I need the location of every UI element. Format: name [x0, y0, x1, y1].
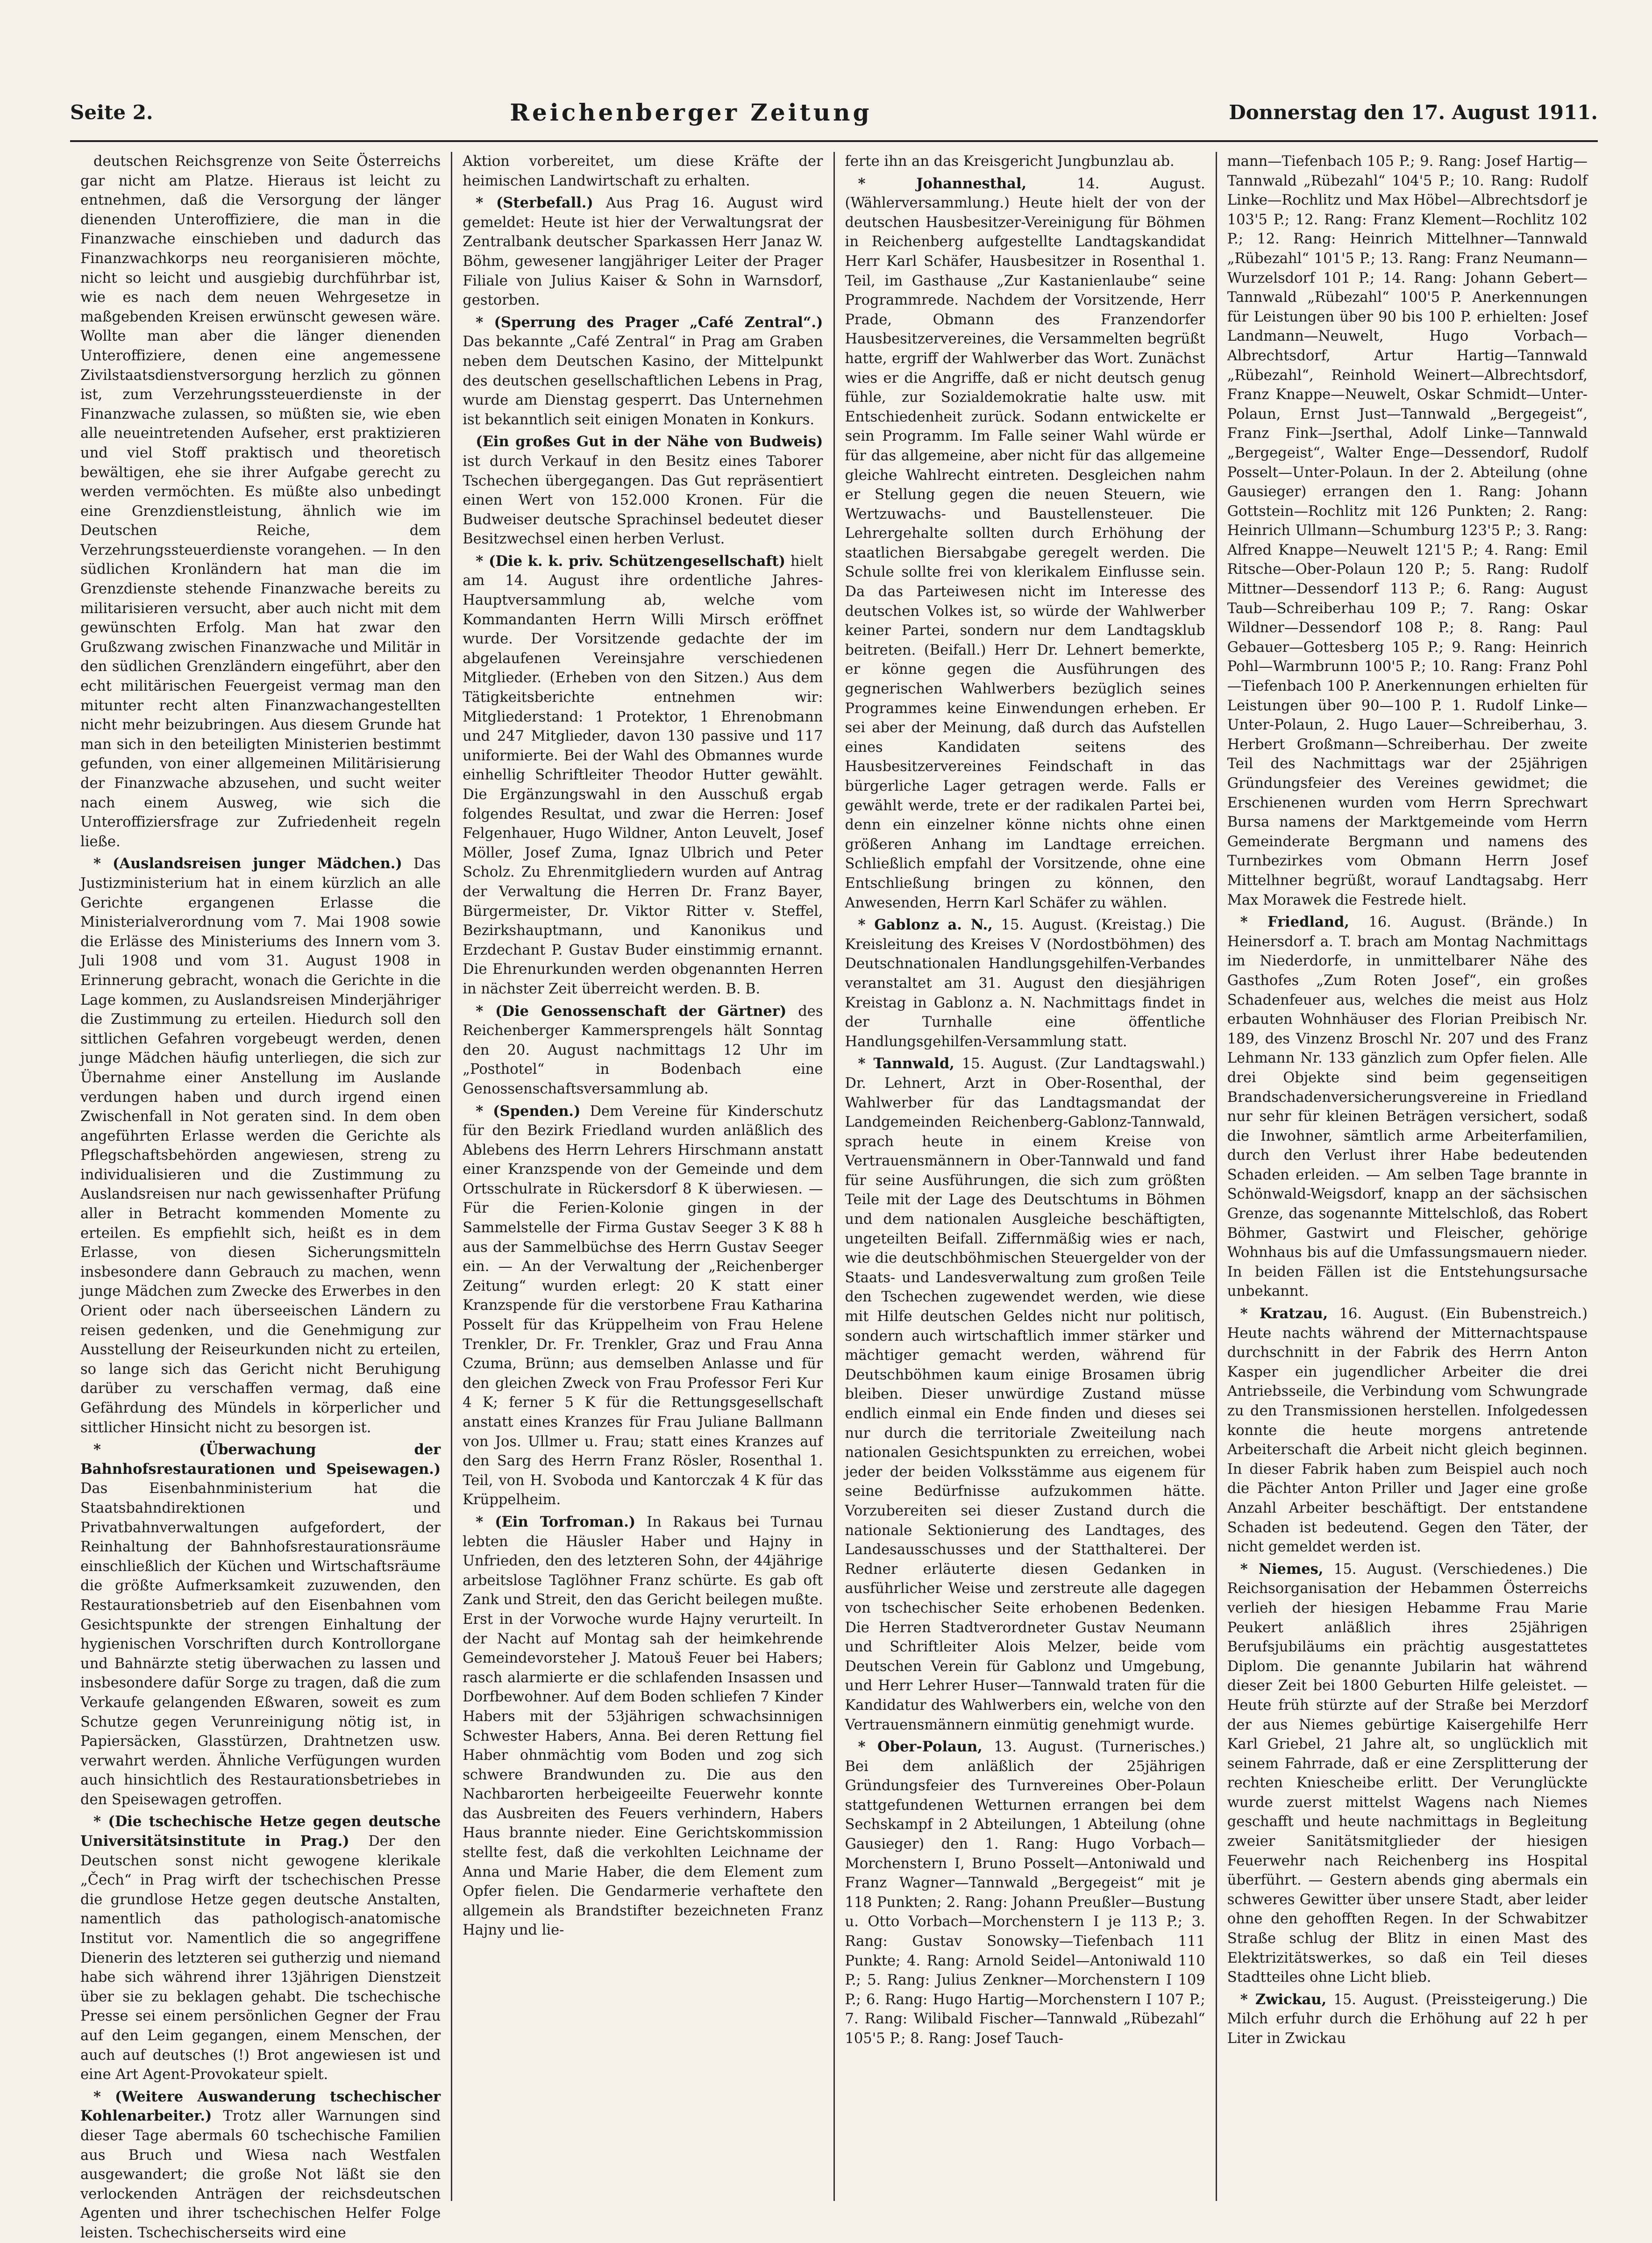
newspaper-page	[70, 70, 1598, 2241]
page-label: Seite 2.	[70, 100, 153, 124]
article-heading: * (Die Genossenschaft der Gärtner)	[476, 1002, 787, 1020]
article-text: Das Eisenbahnministerium hat die Staatsbahndirektionen und Privatbahnverwaltungen aufgefordert, der Reinhaltung der Bahnhofsrestaurationsräume einschließlich der Küchen und Wirtschaftsräume die größte Aufmerksamkeit zuzuwenden, den Restaurationsbetrieb auf den Eisenbahnen vom Gesichtspunkte der strengen Einhaltung der hygienischen Vorschriften durch Kontrollorgane und Bahnärzte stetig überwachen zu lassen und insbesondere dafür Sorge zu tragen, daß die zum Verkaufe gelangenden Eßwaren, soweit es zum Schutze gegen Verunreinigung nötig ist, in Papiersäcken, Glasstürzen, Drahtnetzen usw. verwahrt werden. Ähnliche Verfügungen wurden auch hinsichtlich des Restaurationsbetriebes in den Speisewagen getroffen.	[80, 1480, 441, 1808]
article-paragraph	[463, 1102, 823, 1510]
article-text: 15. August. (Preissteigerung.) Die Milch erfuhr durch die Erhöhung auf 22 h per Liter in Zwickau	[1227, 1991, 1588, 2047]
article-heading: * Kratzau,	[1240, 1305, 1328, 1322]
article-text: mann—Tiefenbach 105 P.; 9. Rang: Josef Hartig—Tannwald „Rübezahl“ 104'5 P.; 10. Rang: Rudolf Linke—Rochlitz und Max Höbel—Albrechtsdorf je 103'5 P.; 12. Rang: Franz Klement—Rochlitz 102 P.; 12. Rang: Heinrich Mittelhner—Tannwald „Rübezahl“ 101'5 P.; 13. Rang: Franz Neumann—Wurzelsdorf 101 P.; 14. Rang: Johann Gebert—Tannwald „Rübezahl“ 100'5 P. Anerkennungen für Leistungen über 90 bis 100 P. erhielten: Josef Landmann—Neuwelt, Hugo Vorbach—Albrechtsdorf, Artur Hartig—Tannwald „Rübezahl“, Reinhold Weinert—Albrechtsdorf, Franz Knappe—Neuwelt, Oskar Schmidt—Unter-Polaun, Ernst Just—Tannwald „Bergegeist“, Franz Fink—Jserthal, Adolf Linke—Tannwald „Bergegeist“, Walter Enge—Dessendorf, Rudolf Posselt—Unter-Polaun. In der 2. Abteilung (ohne Gausieger) errangen den 1. Rang: Johann Gottstein—Rochlitz mit 126 Punkten; 2. Rang: Heinrich Ullmann—Schumburg 123'5 P.; 3. Rang: Alfred Knappe—Neuwelt 121'5 P.; 4. Rang: Emil Ritsche—Ober-Polaun 120 P.; 5. Rang: Rudolf Mittner—Dessendorf 113 P.; 6. Rang: August Taub—Schreiberhau 109 P.; 7. Rang: Oskar Wildner—Dessendorf 108 P.; 8. Rang: Paul Gebauer—Gottesberg 105 P.; 9. Rang: Heinrich Pohl—Warmbrunn 100'5 P.; 10. Rang: Franz Pohl—Tiefenbach 100 P. Anerkennungen erhielten für Leistungen über 90—100 P. 1. Rudolf Linke—Unter-Polaun, 2. Hugo Lauer—Schreiberhau, 3. Herbert Großmann—Schreiberhau. Der zweite Teil des Nachmittags war der 25jährigen Gründungsfeier des Vereines gewidmet; die Erschienenen wurden vom Herrn Sprechwart Bursa namens der Marktgemeinde vom Herrn Gemeinderate Bergmann und namens des Turnbezirkes vom Obmann Herrn Josef Mittelhner begrüßt, worauf Landtagsabg. Herr Max Morawek die Festrede hielt.	[1227, 153, 1588, 908]
issue-date: Donnerstag den 17. August 1911.	[1229, 100, 1598, 124]
article-paragraph	[463, 1513, 823, 1940]
article-columns	[70, 152, 1598, 2241]
article-text: In Rakaus bei Turnau lebten die Häusler Haber und Hajny in Unfrieden, den des letzteren Sohn, der 44jährige arbeitslose Taglöhner Franz schürte. Es gab oft Zank und Streit, den das Gericht beilegen mußte. Erst in der Vorwoche wurde Hajny verurteilt. In der Nacht auf Montag sah der heimkehrende Gemeindevorsteher J. Matouš Feuer bei Habers; rasch alarmierte er die schlafenden Insassen und Dorfbewohner. Auf dem Boden schliefen 7 Kinder Habers mit der 53jährigen schwachsinnigen Schwester Habers, Anna. Bei deren Rettung fiel Haber ohnmächtig vom Boden und zog sich schwere Brandwunden zu. Die aus den Nachbarorten herbeigeeilte Feuerwehr konnte das Ausbreiten des Feuers verhindern, Habers Haus brannte nieder. Eine Gerichtskommission stellte fest, daß die verkohlten Leichname der Anna und Marie Haber, die dem Element zum Opfer fielen. Die Gendarmerie verhaftete den allgemein als Brandstifter bezeichneten Franz Hajny und lie-	[463, 1514, 823, 1939]
article-text: 16. August. (Ein Bubenstreich.) Heute nachts während der Mitternachtspause durchschnitt in der Fabrik des Herrn Anton Kasper ein jugendlicher Arbeiter die drei Antriebsseile, die Verbindung vom Schwungrade zu den Transmissionen herstellen. Infolgedessen konnte die heute morgens antretende Arbeiterschaft die Arbeit nicht gleich beginnen. In dieser Fabrik haben zum Beispiel auch noch die Pächter Anton Priller und Jager eine große Anzahl Arbeiter beschäftigt. Der entstandene Schaden ist bedeutend. Gegen den Täter, der nicht gemeldet werden ist.	[1227, 1306, 1588, 1556]
article-paragraph	[463, 152, 823, 191]
article-heading: * (Sterbefall.)	[476, 194, 593, 212]
article-text: Aus Prag 16. August wird gemeldet: Heute ist hier der Verwaltungsrat der Zentralbank deutscher Sparkassen Herr Janaz W. Böhm, gewesener langjähriger Leiter der Prager Filiale von Julius Kaiser & Sohn in Warnsdorf, gestorben.	[463, 195, 823, 309]
article-heading: (Ein großes Gut in der Nähe von Budweis)	[476, 433, 823, 450]
article-heading: * Johannesthal,	[858, 175, 1027, 192]
column-1	[70, 152, 452, 2241]
article-text: 14. August. (Wählerversammlung.) Heute hielt der von der deutschen Hausbesitzer-Vereinigung für Böhmen in Reichenberg aufgestellte Landtagskandidat Herr Karl Schäfer, Hausbesitzer in Rosenthal 1. Teil, im Gasthause „Zur Kastanienlaube“ seine Programmrede. Nachdem der Vorsitzende, Herr Prade, Obmann des Franzendorfer Hausbesitzervereines, die Versammelten begrüßt hatte, ergriff der Wahlwerber das Wort. Zunächst wies er die Angriffe, daß er nicht deutsch genug fühle, zur Sozialdemokratie halte usw. mit Entschiedenheit zurück. Sodann entwickelte er sein Programm. Im Falle seiner Wahl würde er für das allgemeine, aber nicht für das allgemeine gleiche Wahlrecht eintreten. Desgleichen nahm er Stellung gegen die neuen Steuern, wie Wertzuwachs- und Baustellensteuer. Die Lehrergehalte sollten durch Erhöhung der staatlichen Biersabgabe geregelt werden. Die Schule sollte frei von klerikalem Einflusse sein. Da das Parteiwesen nicht im Interesse des deutschen Volkes ist, so würde der Wahlwerber keiner Partei, sondern nur dem Landtagsklub beitreten. (Beifall.) Herr Dr. Lehnert bemerkte, er könne gegen die Ausführungen des gegnerischen Wahlwerbers bezüglich seines Programmes keine Einwendungen erheben. Er sei aber der Meinung, daß durch das Aufstellen eines Kandidaten seitens des Hausbesitzervereines Feindschaft in das bürgerliche Lager getragen werde. Falls er gewählt werde, trete er der radikalen Partei bei, denn ein einzelner könne nichts ohne einen größeren Anhang im Landtage erreichen. Schließlich empfahl der Vorsitzende, ohne eine Entschließung bringen zu können, den Anwesenden, Herrn Karl Schäfer zu wählen.	[845, 175, 1205, 911]
article-heading: * (Spenden.)	[476, 1102, 581, 1120]
article-paragraph	[80, 1440, 441, 1809]
article-heading: * Niemes,	[1240, 1560, 1324, 1578]
column-2	[452, 152, 834, 2201]
article-paragraph	[463, 1002, 823, 1099]
article-text: hielt am 14. August ihre ordentliche Jahres-Hauptversammlung ab, welche vom Kommandanten Herrn Willi Mirsch eröffnet wurde. Der Vorsitzende gedachte der im abgelaufenen Vereinsjahre verschiedenen Mitglieder. (Erheben von den Sitzen.) Aus dem Tätigkeitsberichte entnehmen wir: Mitgliederstand: 1 Protektor, 1 Ehrenobmann und 247 Mitglieder, davon 130 passive und 117 uniformierte. Bei der Wahl des Obmannes wurde einhellig Schriftleiter Theodor Hutter gewählt. Die Ergänzungswahl in den Ausschuß ergab folgendes Resultat, und zwar die Herren: Josef Felgenhauer, Hugo Wildner, Anton Leuvelt, Josef Möller, Josef Zuma, Ignaz Ulbrich und Peter Scholz. Zu Ehrenmitgliedern wurden auf Antrag der Verwaltung die Herren Dr. Franz Bayer, Bürgermeister, Dr. Viktor Ritter v. Steffel, Bezirkshauptmann, und Kanonikus und Erzdechant P. Gustav Buder einstimmig ernannt. Die Ehrenurkunden werden obgenannten Herren in nächster Zeit überreicht werden. B. B.	[463, 553, 823, 997]
column-3	[835, 152, 1217, 2201]
article-paragraph	[1227, 1304, 1588, 1557]
article-heading: * Zwickau,	[1240, 1991, 1327, 2008]
article-heading: * (Auslandsreisen junger Mädchen.)	[93, 855, 402, 872]
article-paragraph	[463, 552, 823, 999]
article-heading: * (Weitere Auswanderung tschechischer Kohlenarbeiter.)	[80, 2088, 441, 2125]
article-text: Trotz aller Warnungen sind dieser Tage abermals 60 tschechische Familien aus Bruch und Wiesa nach Westfalen ausgewandert; die große Not läßt sie den verlockenden Anträgen der reichsdeutschen Agenten und ihrer tschechischen Helfer Folge leisten. Tschechischerseits wird eine	[80, 2108, 441, 2241]
article-heading: * (Die k. k. priv. Schützengesellschaft)	[476, 552, 786, 570]
article-paragraph	[80, 152, 441, 851]
article-heading: * Ober-Polaun,	[858, 1738, 983, 1756]
article-text: Der den Deutschen sonst nicht gewogene klerikale „Čech“ in Prag wirft der tschechischen Presse die grundlose Hetze gegen deutsche Anstalten, namentlich das pathologisch-anatomische Institut vor. Namentlich die so angegriffene Dienerin des letzteren sei gutherzig und niemand habe sich während ihrer 13jährigen Dienstzeit über sie zu beklagen gehabt. Die tschechische Presse sei einem persönlichen Gegner der Frau auf den Leim gegangen, einem Menschen, der auch auf deutsches (!) Brot angewiesen ist und eine Art Agent-Provokateur spielt.	[80, 1833, 441, 2083]
column-4	[1217, 152, 1598, 2201]
article-paragraph	[80, 854, 441, 1437]
article-text: deutschen Reichsgrenze von Seite Österreichs gar nicht am Platze. Hieraus ist leicht zu entnehmen, daß die Versorgung der länger dienenden Unteroffiziere, die man in die Finanzwache einschieben und dadurch das Finanzwachkorps neu reorganisieren möchte, nicht so leicht und ausgiebig durchführbar ist, wie es nach dem neuen Wehrgesetze in maßgebenden Kreisen erwünscht gewesen wäre. Wollte man aber die länger dienenden Unteroffiziere, denen eine angemessene Zivilstaatsdienstversorgung herzlich zu gönnen ist, zum Verzehrungssteuerdienste in der Finanzwache zulassen, so müßten sie, wie eben alle neueintretenden Aufseher, erst praktizieren und viel Stoff praktisch und theoretisch bewältigen, ehe sie ihrer Aufgabe gerecht zu werden vermöchten. Es müßte also unbedingt eine Grenzdienstleistung, ähnlich wie im Deutschen Reiche, dem Verzehrungssteuerdienste vorangehen. — In den südlichen Kronländern hat man die im Grenzdienste stehende Finanzwache bereits zu militarisieren versucht, aber auch nicht mit dem gewünschten Erfolg. Man hat zwar den Grußzwang zwischen Finanzwache und Militär in den südlichen Grenzländern eingeführt, aber den echt militärischen Feuergeist vermag man den mitunter recht alten Finanzwachangestellten nicht mehr beizubringen. Aus diesem Grunde hat man sich in den beteiligten Ministerien bestimmt gefunden, von einer allgemeinen Militärisierung der Finanzwache abzusehen, und sucht weiter nach einem Ausweg, wie sich die Unteroffiziersfrage zur Zufriedenheit regeln ließe.	[80, 153, 441, 850]
article-paragraph	[845, 174, 1205, 913]
article-heading: * (Überwachung der Bahnhofsrestaurationen und Speisewagen.)	[80, 1441, 441, 1478]
article-text: 15. August. (Zur Landtagswahl.) Dr. Lehnert, Arzt in Ober-Rosenthal, der Wahlwerber für das Landtagsmandat der Landgemeinden Reichenberg-Gablonz-Tannwald, sprach heute in einem Kreise von Vertrauensmännern in Ober-Tannwald und fand für seine Ausführungen, die sich zum größten Teile mit der Lage des Deutschtums in Böhmen und dem nationalen Ausgleiche beschäftigten, ungeteilten Beifall. Ziffernmäßig wies er nach, wie die deutschböhmischen Steuergelder von der Staats- und Landesverwaltung zum großen Teile den Tschechen zugewendet werden, wie diese mit Hilfe deutschen Geldes nicht nur politisch, sondern auch wirtschaftlich immer stärker und mächtiger gemacht werden, während für Deutschböhmen kaum einige Brosamen übrig bleiben. Dieser unwürdige Zustand müsse endlich einmal ein Ende finden und dieses sei nur durch die territoriale Zweiteilung nach nationalen Gesichtspunkten zu erreichen, wobei jeder der beiden Volksstämme aus eigenem für seine Bedürfnisse aufzukommen hätte. Vorzubereiten sei dieser Zustand durch die nationale Sektionierung des Landtages, des Landesausschusses und der Statthalterei. Der Redner erläuterte diesen Gedanken in ausführlicher Weise und zerstreute alle dagegen von tschechischer Seite erhobenen Bedenken. Die Herren Stadtverordneter Gustav Neumann und Schriftleiter Alois Melzer, beide vom Deutschen Verein für Gablonz und Umgebung, und Herr Lehrer Huser—Tannwald traten für die Kandidatur des Wahlwerbers ein, welche von den Vertrauensmännern einmütig genehmigt wurde.	[845, 1056, 1205, 1733]
article-heading: * (Die tschechische Hetze gegen deutsche Universitätsinstitute in Prag.)	[80, 1813, 441, 1850]
article-paragraph	[80, 2087, 441, 2243]
article-paragraph	[1227, 1990, 1588, 2049]
article-paragraph	[1227, 1560, 1588, 1987]
newspaper-title: Reichenberger Zeitung	[510, 98, 872, 126]
article-heading: * Gablonz a. N.,	[858, 916, 993, 934]
article-heading: * (Ein Torfroman.)	[476, 1513, 636, 1530]
article-paragraph	[845, 1054, 1205, 1735]
article-text: Das bekannte „Café Zentral“ in Prag am Graben neben dem Deutschen Kasino, der Mittelpunkt des deutschen gesellschaftlichen Lebens in Prag, wurde am Dienstag gesperrt. Das Unternehmen ist bekanntlich seit einigen Monaten in Konkurs.	[463, 334, 823, 428]
article-text: 16. August. (Brände.) In Heinersdorf a. T. brach am Montag Nachmittags im Niederdorfe, in unmittelbarer Nähe des Gasthofes „Zum Roten Josef“, ein großes Schadenfeuer aus, welches die meist aus Holz erbauten Wohnhäuser des Florian Preibisch Nr. 189, des Vinzenz Broschl Nr. 207 und des Franz Lehmann Nr. 133 gänzlich zum Opfer fielen. Alle drei Objekte sind beim gegenseitigen Brandschadenversicherungsvereine in Friedland nur sehr für kleinen Beträgen versichert, sodaß die Inwohner, sämtlich arme Arbeiterfamilien, durch den Verlust ihrer Habe bedeutenden Schaden erleiden. — Am selben Tage brannte in Schönwald-Weigsdorf, knapp an der sächsischen Grenze, das sogenannte Mittelschloß, das Robert Böhmer, Gastwirt und Fleischer, gehörige Wohnhaus bis auf die Umfassungsmauern nieder. In beiden Fällen ist die Entstehungsursache unbekannt.	[1227, 914, 1588, 1300]
article-text: des Reichenberger Kammersprengels hält Sonntag den 20. August nachmittags 12 Uhr im „Posthotel“ in Bodenbach eine Genossenschaftsversammlung ab.	[463, 1003, 823, 1097]
article-text: Aktion vorbereitet, um diese Kräfte der heimischen Landwirtschaft zu erhalten.	[463, 153, 823, 189]
article-heading: * Friedland,	[1240, 914, 1349, 931]
article-paragraph	[463, 313, 823, 430]
article-text: Das Justizministerium hat in einem kürzlich an alle Gerichte ergangenen Erlasse die Ministerialverordnung vom 7. Mai 1908 sowie die Erlässe des Ministeriums des Innern vom 3. Juli 1908 und vom 31. August 1908 in Erinnerung gebracht, wonach die Gerichte in die Lage kommen, zu Auslandsreisen Minderjähriger die Zustimmung zu erteilen. Hiedurch soll den sittlichen Gefahren vorgebeugt werden, denen junge Mädchen häufig unterliegen, die sich zur Übernahme einer Anstellung im Auslande verdungen haben und durch irgend einen Zwischenfall in Not geraten sind. In dem oben angeführten Erlasse werden die Gerichte als Pflegschaftsbehörden angewiesen, streng zu individualisieren und die Zustimmung zu Auslandsreisen nur nach gewissenhafter Prüfung aller in Betracht kommenden Momente zu erteilen. Es empfiehlt sich, heißt es in dem Erlasse, von diesen Sicherungsmitteln insbesondere dann Gebrauch zu machen, wenn junge Mädchen zum Zwecke des Erwerbes in den Orient oder nach überseeischen Ländern zu reisen gedenken, und die Genehmigung zur Ausstellung der Reiseurkunden nicht zu erteilen, so lange sich das Gericht nicht Beruhigung darüber zu verschaffen vermag, daß eine Gefährdung des Mündels in körperlicher und sittlicher Hinsicht nicht zu besorgen ist.	[80, 856, 441, 1436]
article-text: 15. August. (Kreistag.) Die Kreisleitung des Kreises V (Nordostböhmen) des Deutschnationalen Handlungsgehilfen-Verbandes veranstaltet am 31. August den diesjährigen Kreistag in Gablonz a. N. Nachmittags findet in der Turnhalle eine öffentliche Handlungsgehilfen-Versammlung statt.	[845, 917, 1205, 1050]
article-paragraph	[1227, 152, 1588, 910]
header-rule	[70, 140, 1598, 142]
article-paragraph	[463, 193, 823, 310]
article-text: ist durch Verkauf in den Besitz eines Taborer Tschechen übergegangen. Das Gut repräsentiert einen Wert von 152.000 Kronen. Für die Budweiser deutsche Sprachinsel bedeutet dieser Besitzwechsel einen herben Verlust.	[463, 453, 823, 548]
article-heading: * Tannwald,	[858, 1055, 954, 1072]
article-paragraph	[463, 432, 823, 549]
article-text: 15. August. (Verschiedenes.) Die Reichsorganisation der Hebammen Österreichs verlieh der hiesigen Hebamme Frau Marie Peukert anläßlich ihres 25jährigen Berufsjubiläums ein prächtig ausgestattetes Diplom. Die genannte Jubilarin hat während dieser Zeit bei 1800 Geburten Hilfe geleistet. — Heute früh stürzte auf der Straße bei Merzdorf der aus Niemes gebürtige Kaisergehilfe Herr Karl Griebel, 21 Jahre alt, so unglücklich mit seinem Fahrrade, daß er eine Zersplitterung der rechten Kniescheibe erlitt. Der Verunglückte wurde zuerst mittelst Wagens nach Niemes geschafft und heute nachmittags in Begleitung zweier Sanitätsmitglieder der hiesigen Feuerwehr nach Reichenberg ins Hospital überführt. — Gestern abends ging abermals ein schweres Gewitter über unsere Stadt, aber leider ohne den gehofften Regen. In der Schwabitzer Straße schlug der Blitz in einen Mast des Elektrizitätswerkes, so daß ein Teil dieses Stadtteiles ohne Licht blieb.	[1227, 1561, 1588, 1986]
article-paragraph	[1227, 913, 1588, 1301]
article-text: Dem Vereine für Kinderschutz für den Bezirk Friedland wurden anläßlich des Ablebens des Herrn Lehrers Hirschmann anstatt einer Kranzspende von der Gemeinde und dem Ortsschulrate in Rückersdorf 8 K überwiesen. — Für die Ferien-Kolonie gingen in der Sammelstelle der Firma Gustav Seeger 3 K 88 h aus der Sammelbüchse des Herrn Gustav Seeger ein. — An der Verwaltung der „Reichenberger Zeitung“ wurden erlegt: 20 K statt einer Kranzspende für die verstorbene Frau Katharina Posselt für das Krüppelheim von Frau Helene Trenkler, Dr. Fr. Trenkler, Graz und Frau Anna Czuma, Brünn; aus demselben Anlasse und für den gleichen Zweck von Frau Professor Feri Kur 4 K; ferner 5 K für die Rettungsgesellschaft anstatt eines Kranzes für Frau Juliane Ballmann von Jos. Ullmer u. Frau; statt eines Kranzes auf den Sarg des Herrn Franz Rösler, Rosenthal 1. Teil, von H. Svoboda und Kantorczak 4 K für das Krüppelheim.	[463, 1103, 823, 1508]
article-text: ferte ihn an das Kreisgericht Jungbunzlau ab.	[845, 153, 1175, 170]
article-text: 13. August. (Turnerisches.) Bei dem anläßlich der 25jährigen Gründungsfeier des Turnvereines Ober-Polaun stattgefundenen Wetturnen errangen bei dem Sechskampf in 2 Abteilungen, 1 Abteilung (ohne Gausieger) den 1. Rang: Hugo Vorbach—Morchenstern I, Bruno Posselt—Antoniwald und Franz Wagner—Tannwald „Bergegeist“ mit je 118 Punkten; 2. Rang: Johann Preußler—Bustung u. Otto Vorbach—Morchenstern I je 113 P.; 3. Rang: Gustav Sonowsky—Tiefenbach 111 Punkte; 4. Rang: Arnold Seidel—Antoniwald 110 P.; 5. Rang: Julius Zenkner—Morchenstern I 109 P.; 6. Rang: Hugo Hartig—Morchenstern I 107 P.; 7. Rang: Wilibald Fischer—Tannwald „Rübezahl“ 105'5 P.; 8. Rang: Josef Tauch-	[845, 1739, 1205, 2047]
article-paragraph	[845, 152, 1205, 171]
article-heading: * (Sperrung des Prager „Café Zentral“.)	[476, 314, 823, 331]
article-paragraph	[80, 1812, 441, 2084]
masthead	[70, 89, 1598, 136]
article-paragraph	[845, 915, 1205, 1051]
article-paragraph	[845, 1737, 1205, 2049]
